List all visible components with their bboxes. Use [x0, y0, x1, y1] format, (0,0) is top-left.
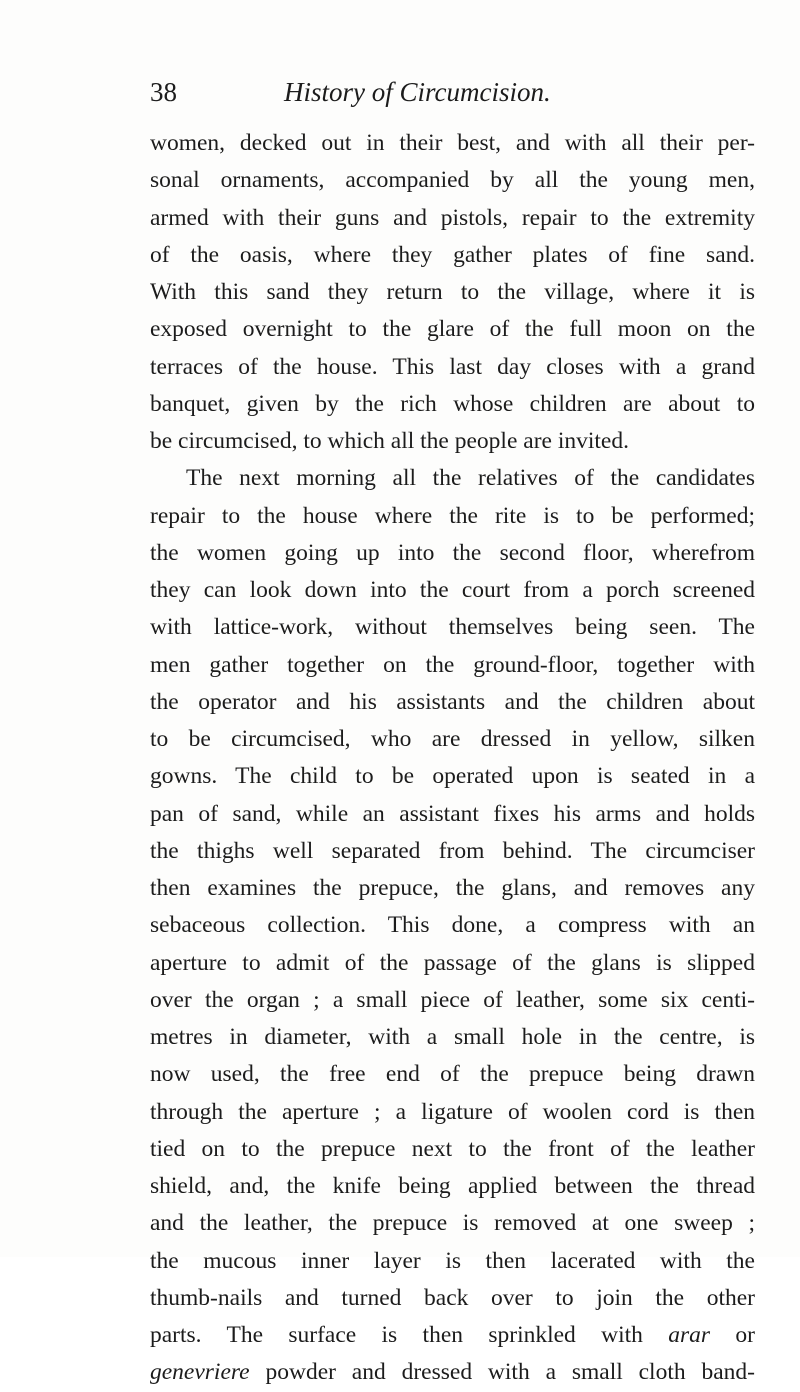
text-line: aperture to admit of the passage of the glans is slipped [150, 949, 755, 976]
italic-term: genevriere [150, 1359, 250, 1386]
text-line: repair to the house where the rite is to be performed; [150, 502, 755, 529]
text-line: then examines the prepuce, the glans, and removes any [150, 875, 755, 901]
body-text [150, 125, 755, 1392]
paragraph-start-line: The next morning all the relatives of the candidates [186, 465, 755, 492]
italic-term: arar [668, 1322, 711, 1348]
running-title: History of Circumcision. [284, 77, 551, 107]
text-line: exposed overnight to the glare of the full moon on the [150, 316, 755, 343]
text-line: women, decked out in their best, and with all their per- [150, 130, 755, 156]
text-line: tied on to the prepuce next to the front of the leather [150, 1135, 755, 1162]
text-line: men gather together on the ground-floor, together with [150, 651, 755, 678]
text-line: banquet, given by the rich whose children are about to [150, 390, 755, 417]
text-line: gowns. The child to be operated upon is seated in a [150, 763, 755, 790]
text-line: of the oasis, where they gather plates of fine sand. [150, 241, 755, 268]
text-line: shield, and, the knife being applied between the thread [150, 1173, 755, 1199]
text-line-with-italic [150, 1354, 755, 1391]
line-text: parts. The surface is then sprinkled with [150, 1322, 643, 1348]
text-line: the thighs well separated from behind. The circumciser [150, 837, 755, 864]
line-text: powder and dressed with a small cloth band- [265, 1359, 755, 1386]
text-line: be circumcised, to which all the people are invited. [150, 428, 629, 454]
text-line: over the organ ; a small piece of leather, some six centi- [150, 986, 755, 1013]
running-head [150, 72, 750, 112]
text-line: through the aperture ; a ligature of woolen cord is then [150, 1098, 755, 1125]
text-line: thumb-nails and turned back over to join the other [150, 1284, 755, 1311]
text-line-with-italic [150, 1317, 755, 1354]
page-number: 38 [150, 77, 177, 107]
text-line: armed with their guns and pistols, repair to the extremity [150, 204, 755, 231]
text-line: terraces of the house. This last day closes with a grand [150, 353, 755, 380]
text-line: sonal ornaments, accompanied by all the young men, [150, 167, 755, 194]
text-line: the operator and his assistants and the children about [150, 688, 755, 715]
text-line: now used, the free end of the prepuce being drawn [150, 1061, 755, 1088]
text-line: they can look down into the court from a porch screened [150, 577, 755, 603]
text-line: and the leather, the prepuce is removed at one sweep ; [150, 1210, 755, 1237]
text-line: the mucous inner layer is then lacerated with the [150, 1247, 755, 1274]
text-line: the women going up into the second floor, wherefrom [150, 539, 755, 566]
text-line: metres in diameter, with a small hole in the centre, is [150, 1024, 755, 1050]
text-line: with lattice-work, without themselves being seen. The [150, 614, 755, 641]
text-line: pan of sand, while an assistant fixes his arms and holds [150, 800, 755, 827]
text-line: to be circumcised, who are dressed in yellow, silken [150, 726, 755, 752]
text-line: With this sand they return to the village, where it is [150, 279, 755, 305]
conjunction: or [735, 1322, 755, 1348]
text-line: sebaceous collection. This done, a compress with an [150, 912, 755, 939]
